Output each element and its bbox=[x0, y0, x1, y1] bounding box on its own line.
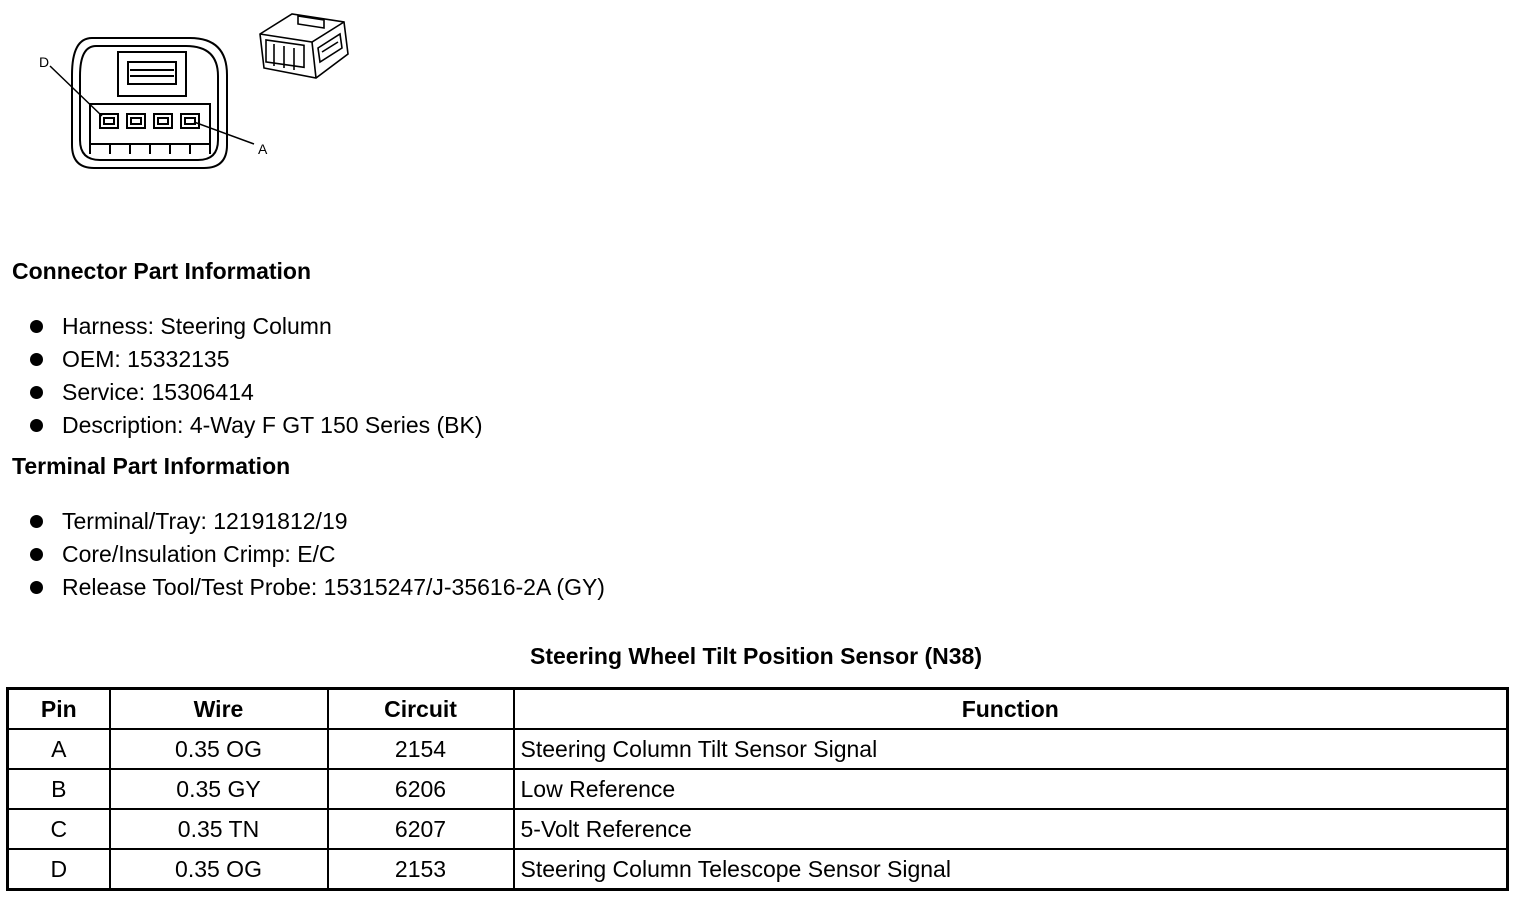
circuit-cell: 6206 bbox=[328, 769, 514, 809]
service-text: Service: 15306414 bbox=[62, 379, 254, 405]
description-text: Description: 4-Way F GT 150 Series (BK) bbox=[62, 412, 483, 438]
function-cell: Steering Column Telescope Sensor Signal bbox=[514, 849, 1508, 890]
bullet-icon bbox=[30, 419, 43, 432]
bullet-icon bbox=[30, 320, 43, 333]
pin-cell: D bbox=[8, 849, 110, 890]
wire-column-header: Wire bbox=[110, 689, 328, 730]
pin-cell: B bbox=[8, 769, 110, 809]
pin-cell: A bbox=[8, 729, 110, 769]
circuit-column-header: Circuit bbox=[328, 689, 514, 730]
terminal-tray-text: Terminal/Tray: 12191812/19 bbox=[62, 508, 348, 534]
connector-face-view-diagram bbox=[30, 10, 280, 180]
table-row bbox=[8, 769, 1508, 809]
pin-a-label: A bbox=[258, 141, 268, 157]
circuit-cell: 2154 bbox=[328, 729, 514, 769]
bullet-icon bbox=[30, 548, 43, 561]
function-cell: Low Reference bbox=[514, 769, 1508, 809]
table-header-row bbox=[8, 689, 1508, 730]
list-item bbox=[0, 505, 605, 538]
wire-cell: 0.35 OG bbox=[110, 729, 328, 769]
connector-part-info-heading: Connector Part Information bbox=[12, 258, 312, 284]
wire-cell: 0.35 OG bbox=[110, 849, 328, 890]
list-item bbox=[0, 571, 605, 604]
terminal-part-info-list bbox=[0, 505, 605, 604]
bullet-icon bbox=[30, 515, 43, 528]
bullet-icon bbox=[30, 386, 43, 399]
oem-text: OEM: 15332135 bbox=[62, 346, 230, 372]
terminal-part-info-heading: Terminal Part Information bbox=[12, 453, 291, 479]
wire-cell: 0.35 TN bbox=[110, 809, 328, 849]
list-item bbox=[0, 310, 483, 343]
table-row bbox=[8, 849, 1508, 890]
release-tool-text: Release Tool/Test Probe: 15315247/J-35616-2A (GY) bbox=[62, 574, 605, 600]
crimp-text: Core/Insulation Crimp: E/C bbox=[62, 541, 336, 567]
connector-part-info-list bbox=[0, 310, 483, 442]
pin-d-label: D bbox=[39, 54, 50, 70]
bullet-icon bbox=[30, 353, 43, 366]
harness-text: Harness: Steering Column bbox=[62, 313, 332, 339]
table-row bbox=[8, 809, 1508, 849]
pin-column-header: Pin bbox=[8, 689, 110, 730]
function-cell: 5-Volt Reference bbox=[514, 809, 1508, 849]
list-item bbox=[0, 343, 483, 376]
wire-cell: 0.35 GY bbox=[110, 769, 328, 809]
list-item bbox=[0, 409, 483, 442]
list-item bbox=[0, 376, 483, 409]
bullet-icon bbox=[30, 581, 43, 594]
circuit-cell: 6207 bbox=[328, 809, 514, 849]
table-row bbox=[8, 729, 1508, 769]
pin-table-title: Steering Wheel Tilt Position Sensor (N38) bbox=[530, 643, 982, 669]
list-item bbox=[0, 538, 605, 571]
connector-isometric-diagram bbox=[252, 8, 356, 86]
function-column-header: Function bbox=[514, 689, 1508, 730]
circuit-cell: 2153 bbox=[328, 849, 514, 890]
pin-table bbox=[6, 687, 1509, 891]
pin-cell: C bbox=[8, 809, 110, 849]
function-cell: Steering Column Tilt Sensor Signal bbox=[514, 729, 1508, 769]
